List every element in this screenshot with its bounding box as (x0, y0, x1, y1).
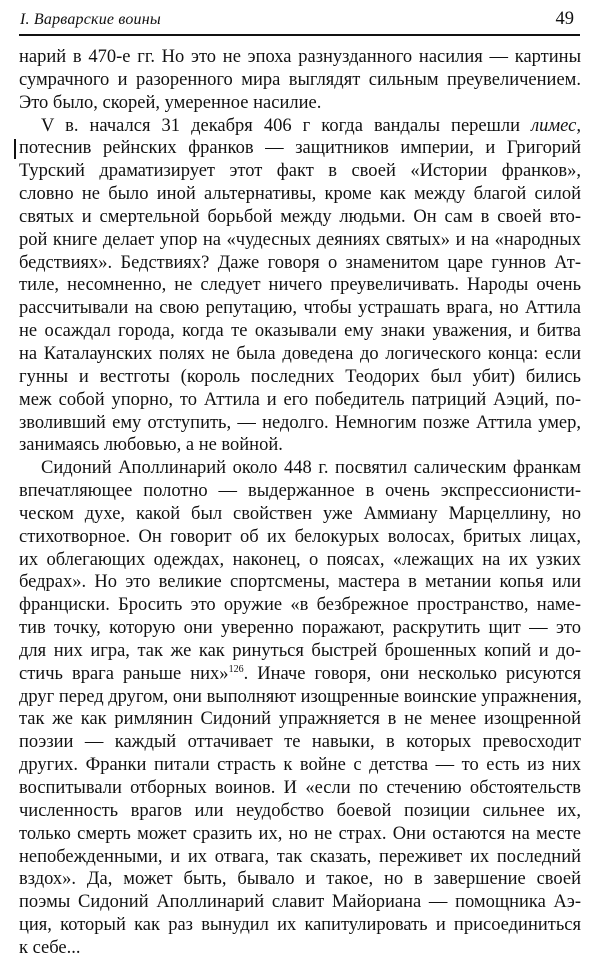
text-line: потеснив рейнских франков — защитников империи, и Григорий (19, 138, 581, 159)
text-line: нарий в 470-е гг. Но это не эпоха разнузданного насилия — картины (19, 47, 581, 67)
text-line: словно не было иной альтернативы, кроме как между благой силой (19, 184, 581, 205)
text-line: друг перед другом, они выполняют изощренные воинские упражнения, (19, 686, 582, 707)
text-line: святых и смертельной борьбой между людьми. Он сам в своей вто- (19, 206, 581, 227)
text-line: ция, который как раз вынудил их капитулировать и присоединиться (19, 915, 581, 936)
paragraph-1 (19, 46, 581, 115)
text-span: V в. начался 31 декабря 406 г когда вандалы перешли (41, 115, 532, 136)
text-line: на Каталаунских полях не была доведена до логического конца: если (19, 343, 581, 364)
text-line: меж собой упорно, то Аттила и его победитель патриций Аэций, по- (19, 389, 581, 410)
text-line: их облегающих одеждах, наконец, о поясах, «лежащих на их узких (19, 549, 581, 570)
footnote-reference[interactable]: 126 (228, 663, 244, 675)
text-line: бедрах». Но это великие спортсмены, мастера в метании копья или (19, 572, 581, 593)
text-line: занимаясь любовью, а не войной. (19, 435, 283, 456)
text-line: рой книге делает упор на «чудесных деяниях святых» и на «народных (19, 229, 581, 250)
text-line: тиле, несомненно, не следует ничего преувеличивать. Народы очень (19, 275, 581, 296)
text-line: впечатляющее полотно — выдержанное в очень экспрессионисти- (19, 481, 581, 502)
text-line (19, 115, 581, 138)
text-line: тив точку, которую они уверенно поражают, раскрутить щит — это (19, 618, 581, 639)
text-line: воспитывали отборных воинов. И «если по стечению обстоятельств (19, 778, 581, 798)
text-line: поэмы Сидоний Аполлинарий славит Майориана — помощника Аэ- (19, 892, 581, 913)
text-line: Это было, скорей, умеренное насилие. (19, 92, 322, 113)
text-line: непобежденными, и их отвага, так сказать, переживет их последний (19, 846, 581, 867)
text-line: бедствиях». Бедствиях? Даже говоря о знаменитом царе гуннов Ат- (19, 252, 581, 273)
text-line: поэзии — каждый оттачивает те навыки, в которых превосходит (19, 732, 581, 753)
paragraph-2 (19, 115, 581, 458)
text-span: стичь врага раньше них» (19, 663, 229, 684)
text-line: так же как римлянин Сидоний упражняется в не менее изощренной (19, 709, 581, 730)
text-line: к себе... (19, 937, 81, 958)
text-line: только смерть может сразить их, но не страх. Они остаются на месте (19, 823, 581, 844)
text-line: сумрачного и разоренного мира выглядят сильным преувеличением. (19, 69, 581, 90)
text-line: других. Франки питали страсть к войне с детства — то есть из них (19, 755, 581, 776)
paragraph-3 (19, 457, 581, 960)
text-line: франциски. Бросить это оружие «в безбрежное пространство, наме- (19, 595, 581, 616)
text-line (19, 663, 581, 686)
text-line: для них игра, так же как ринуться быстрей брошенных копий и до- (19, 640, 581, 661)
text-line: вздох». Да, может быть, бывало и такое, но в завершение своей (19, 869, 581, 890)
text-line: зволивший ему отступить, — недолго. Немногим позже Аттила умер, (19, 412, 581, 433)
text-line: стихотворное. Он говорит об их белокурых волосах, бритых лицах, (19, 526, 581, 547)
text-line: не осаждал города, когда те оказывали ему знаки уважения, и битва (19, 321, 581, 342)
page-body (19, 46, 581, 960)
text-line: гунны и вестготы (король последних Теодорих был убит) бились (19, 366, 581, 387)
text-line: рассчитывали на свою репутацию, чтобы устрашать врага, но Аттила (19, 298, 581, 319)
text-span: . Иначе говоря, они несколько рисуются (243, 663, 581, 684)
page-number: 49 (555, 9, 574, 29)
running-header (19, 8, 580, 36)
chapter-title: I. Варварские воины (20, 11, 161, 28)
text-line: численность врагов или неудобство боевой позиции сильнее их, (19, 800, 581, 821)
italic-term-limes: лимес, (531, 115, 581, 136)
text-line: ческом духе, какой был свойствен уже Аммиану Марцеллину, но (19, 503, 581, 524)
text-cursor-mark (14, 139, 16, 159)
text-line: Сидоний Аполлинарий около 448 г. посвятил салическим франкам (41, 458, 581, 479)
text-line: Турский драматизирует этот факт в своей «Истории франков», (19, 161, 581, 182)
